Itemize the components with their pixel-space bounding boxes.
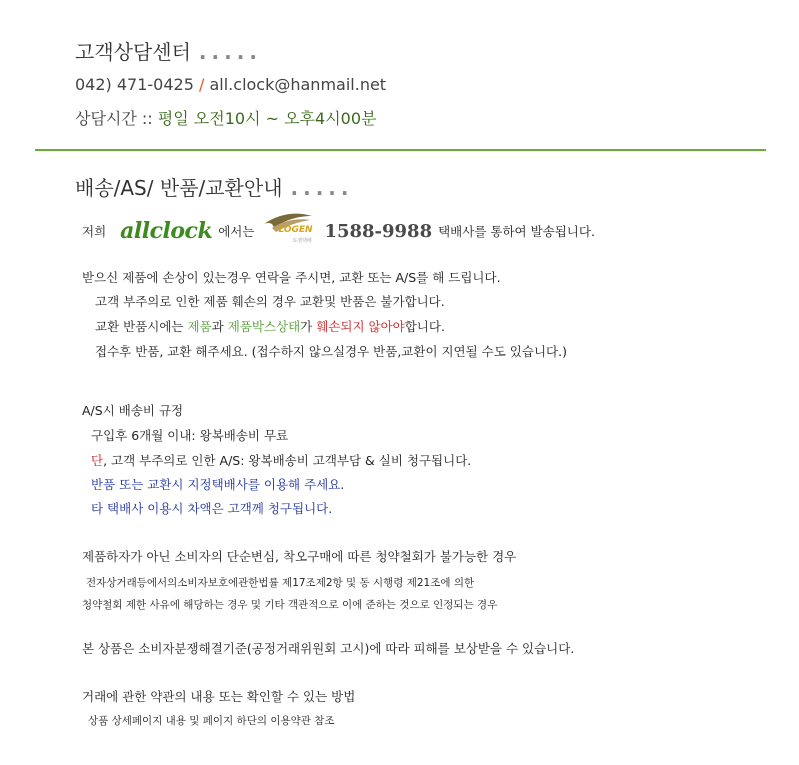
terms-line: 상품 상세페이지 내용 및 페이지 하단의 이용약관 참조: [88, 715, 335, 727]
courier-phone: 1588-9988: [324, 220, 433, 242]
as-line-2-note: 단: [91, 453, 104, 468]
damage-line-2: 고객 부주의로 인한 제품 훼손의 경우 교환및 반품은 불가합니다.: [95, 294, 445, 309]
hours-label: 상담시간 ::: [75, 109, 153, 128]
shipping-line: [82, 207, 595, 255]
damage-line-3a: 교환 반품시에는: [95, 319, 188, 334]
terms-title: 거래에 관한 약관의 내용 또는 확인할 수 있는 방법: [82, 689, 356, 704]
as-line-4: 타 택배사 이용시 차액은 고객께 청구됩니다.: [91, 501, 333, 516]
shipping-prefix: 저희: [82, 224, 107, 239]
allclock-logo: allclock: [120, 218, 213, 244]
damage-box-state: 제품박스상태: [227, 319, 301, 334]
damage-line-1: 받으신 제품에 손상이 있는경우 연락을 주시면, 교환 또는 A/S를 해 드립니다.: [82, 270, 501, 285]
contact-email[interactable]: all.clock@hanmail.net: [209, 75, 387, 94]
contact-title: [75, 36, 262, 65]
logen-wordmark: LOGEN: [278, 225, 313, 235]
compensation-line: 본 상품은 소비자분쟁해결기준(공정거래위원회 고시)에 따라 피해를 보상받을 수 있습니다.: [82, 641, 575, 656]
as-line-2-text: , 고객 부주의로 인한 A/S: 왕복배송비 고객부담 & 실비 청구됩니다.: [103, 453, 472, 468]
as-line-2: [91, 451, 471, 469]
section-dots: .....: [290, 176, 354, 200]
contact-line: [75, 75, 386, 94]
withdrawal-line-1: 전자상거래등에서의소비자보호에관한법률 제17조제2항 및 동 시행령 제21조에 의한: [86, 577, 475, 589]
as-line-3: 반품 또는 교환시 지정택배사를 이용해 주세요.: [91, 477, 345, 492]
section-divider: [35, 149, 766, 151]
title-dots: .....: [198, 40, 262, 64]
contact-phone: 042) 471-0425: [75, 75, 194, 94]
logen-logo: [262, 212, 314, 250]
hours-value: 평일 오전10시 ~ 오후4시00분: [157, 109, 377, 128]
withdrawal-title: 제품하자가 아닌 소비자의 단순변심, 착오구매에 따른 청약철회가 불가능한 경우: [82, 549, 517, 564]
damage-line-3e: 가: [300, 319, 317, 334]
damage-product: 제품: [187, 319, 212, 334]
hours-line: [75, 106, 376, 129]
section-title: [75, 172, 354, 201]
shipping-suffix: 택배사를 통하여 발송됩니다.: [438, 224, 595, 239]
damage-line-4: 접수후 반품, 교환 해주세요. (접수하지 않으실경우 반품,교환이 지연될 수도 있습니다.): [95, 344, 567, 359]
contact-separator: /: [199, 75, 205, 94]
damage-line-3: [95, 317, 445, 335]
damage-line-3g: 합니다.: [404, 319, 445, 334]
section-title-text: 배송/AS/ 반품/교환안내: [75, 176, 283, 200]
contact-title-text: 고객상담센터: [75, 40, 191, 64]
damage-line-3c: 과: [211, 319, 228, 334]
logen-subtext: 로젠택배: [292, 238, 312, 244]
as-title: A/S시 배송비 규정: [82, 403, 184, 418]
shipping-mid: 에서는: [218, 224, 255, 239]
as-line-1: 구입후 6개월 이내: 왕복배송비 무료: [91, 428, 289, 443]
damage-not-damaged: 훼손되지 않아야: [316, 319, 405, 334]
withdrawal-line-2: 청약철회 제한 사유에 해당하는 경우 및 기타 객관적으로 이에 준하는 것으로 인정되는 경우: [82, 599, 498, 611]
